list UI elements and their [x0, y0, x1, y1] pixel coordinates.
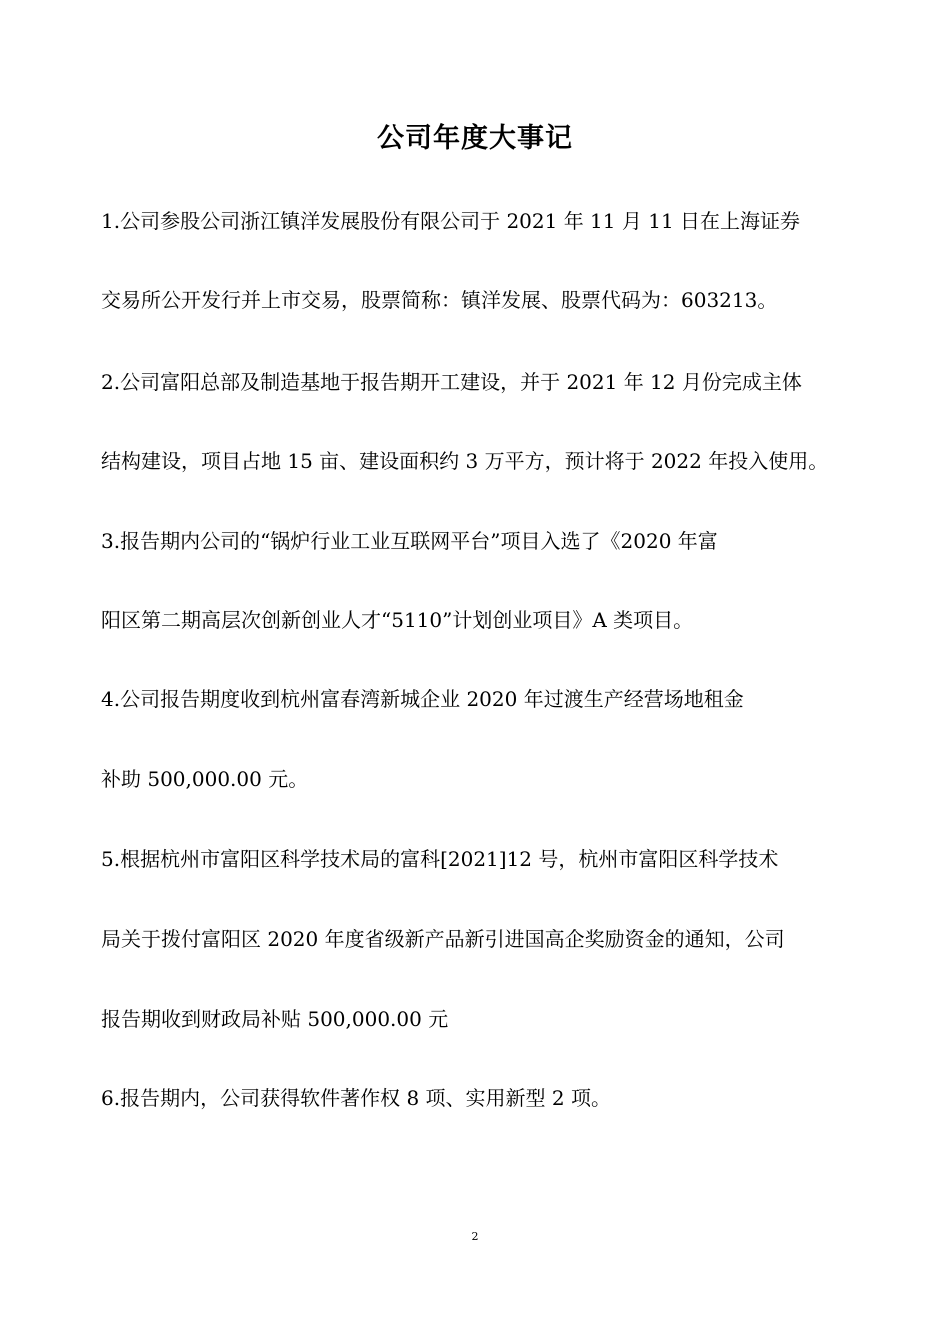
event-5-line-2: 局关于拨付富阳区 2020 年度省级新产品新引进国高企奖励资金的通知，公司 — [101, 927, 785, 951]
event-5-line-3: 报告期收到财政局补贴 500,000.00 元 — [101, 1007, 449, 1031]
event-1-line-1: 1.公司参股公司浙江镇洋发展股份有限公司于 2021 年 11 月 11 日在上海证券 — [101, 209, 801, 233]
event-6-line-1: 6.报告期内，公司获得软件著作权 8 项、实用新型 2 项。 — [101, 1086, 611, 1110]
page-number: 2 — [471, 1230, 479, 1243]
page-title: 公司年度大事记 — [377, 123, 573, 154]
event-4-line-1: 4.公司报告期度收到杭州富春湾新城企业 2020 年过渡生产经营场地租金 — [101, 687, 744, 711]
event-2-line-2: 结构建设，项目占地 15 亩、建设面积约 3 万平方，预计将于 2022 年投入使用。 — [101, 449, 829, 473]
event-1-line-2: 交易所公开发行并上市交易，股票简称：镇洋发展、股票代码为：603213。 — [101, 288, 778, 312]
event-3-line-1: 3.报告期内公司的“锅炉行业工业互联网平台”项目入选了《2020 年富 — [101, 529, 718, 553]
event-3-line-2: 阳区第二期高层次创新创业人才“5110”计划创业项目》A 类项目。 — [101, 608, 694, 632]
event-4-line-2: 补助 500,000.00 元。 — [101, 767, 309, 791]
event-5-line-1: 5.根据杭州市富阳区科学技术局的富科[2021]12 号，杭州市富阳区科学技术 — [101, 847, 779, 871]
event-2-line-1: 2.公司富阳总部及制造基地于报告期开工建设，并于 2021 年 12 月份完成主体 — [101, 370, 802, 394]
